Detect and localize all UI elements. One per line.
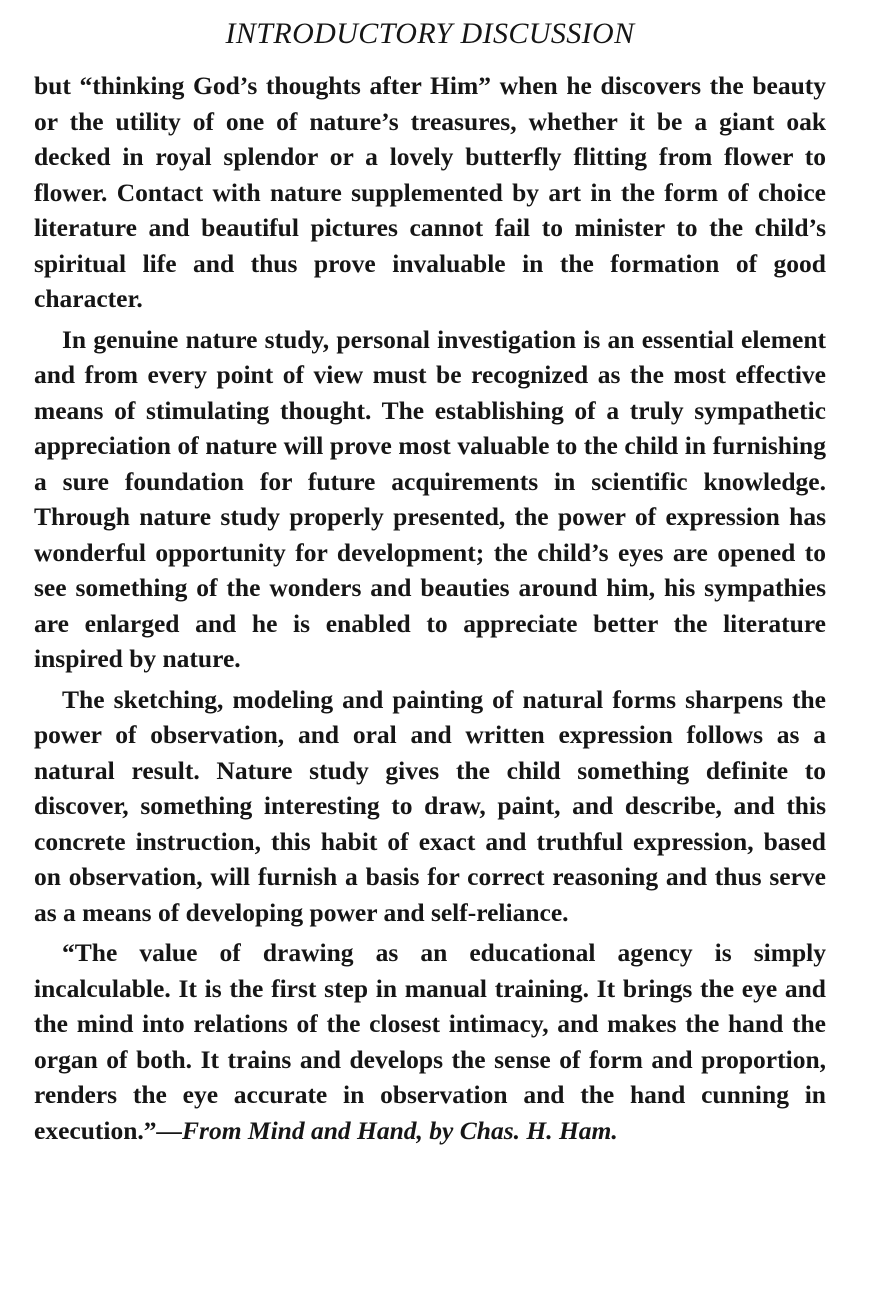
book-page bbox=[34, 0, 826, 1153]
paragraph-4-quote bbox=[34, 935, 826, 1148]
body-text bbox=[34, 68, 826, 1148]
paragraph-3: The sketching, modeling and painting of natural forms sharpens the power of observation, and oral and written expression follows as a natural result. Nature study gives the child something definite to discover, something interesting to draw, paint, and describe, and this concrete instruction, this habit of exact and truthful expression, based on observation, will furnish a basis for correct reasoning and thus serve as a means of developing power and self-reliance. bbox=[34, 684, 826, 927]
quotation-text: “The value of drawing as an educational agency is simply incalculable. It is the first step in manual training. It brings the eye and the mind into relations of the closest intimacy, and makes the hand the organ of both. It trains and develops the sense of form and proportion, renders the eye accurate in observation and the hand cunning in execution.” bbox=[34, 938, 826, 1145]
running-head: INTRODUCTORY DISCUSSION bbox=[225, 17, 635, 50]
quotation-citation: —From Mind and Hand, by Chas. H. Ham. bbox=[156, 1115, 618, 1145]
paragraph-2: In genuine nature study, personal investigation is an essential element and from every point of view must be recognized as the most effective means of stimulating thought. The establishing of a truly sympathetic appreciation of nature will prove most valuable to the child in furnishing a sure foundation for future acquirements in scientific knowledge. Through nature study properly presented, the power of expression has wonderful opportunity for development; the child’s eyes are opened to see something of the wonders and beauties around him, his sympathies are enlarged and he is enabled to appreciate better the literature inspired by nature. bbox=[34, 324, 826, 673]
paragraph-1: but “thinking God’s thoughts after Him” when he discovers the beauty or the utility of one of nature’s treasures, whether it be a giant oak decked in royal splendor or a lovely butterfly flitting from flower to flower. Contact with nature supplemented by art in the form of choice literature and beautiful pictures cannot fail to minister to the child’s spiritual life and thus prove invaluable in the formation of good character. bbox=[34, 71, 826, 313]
